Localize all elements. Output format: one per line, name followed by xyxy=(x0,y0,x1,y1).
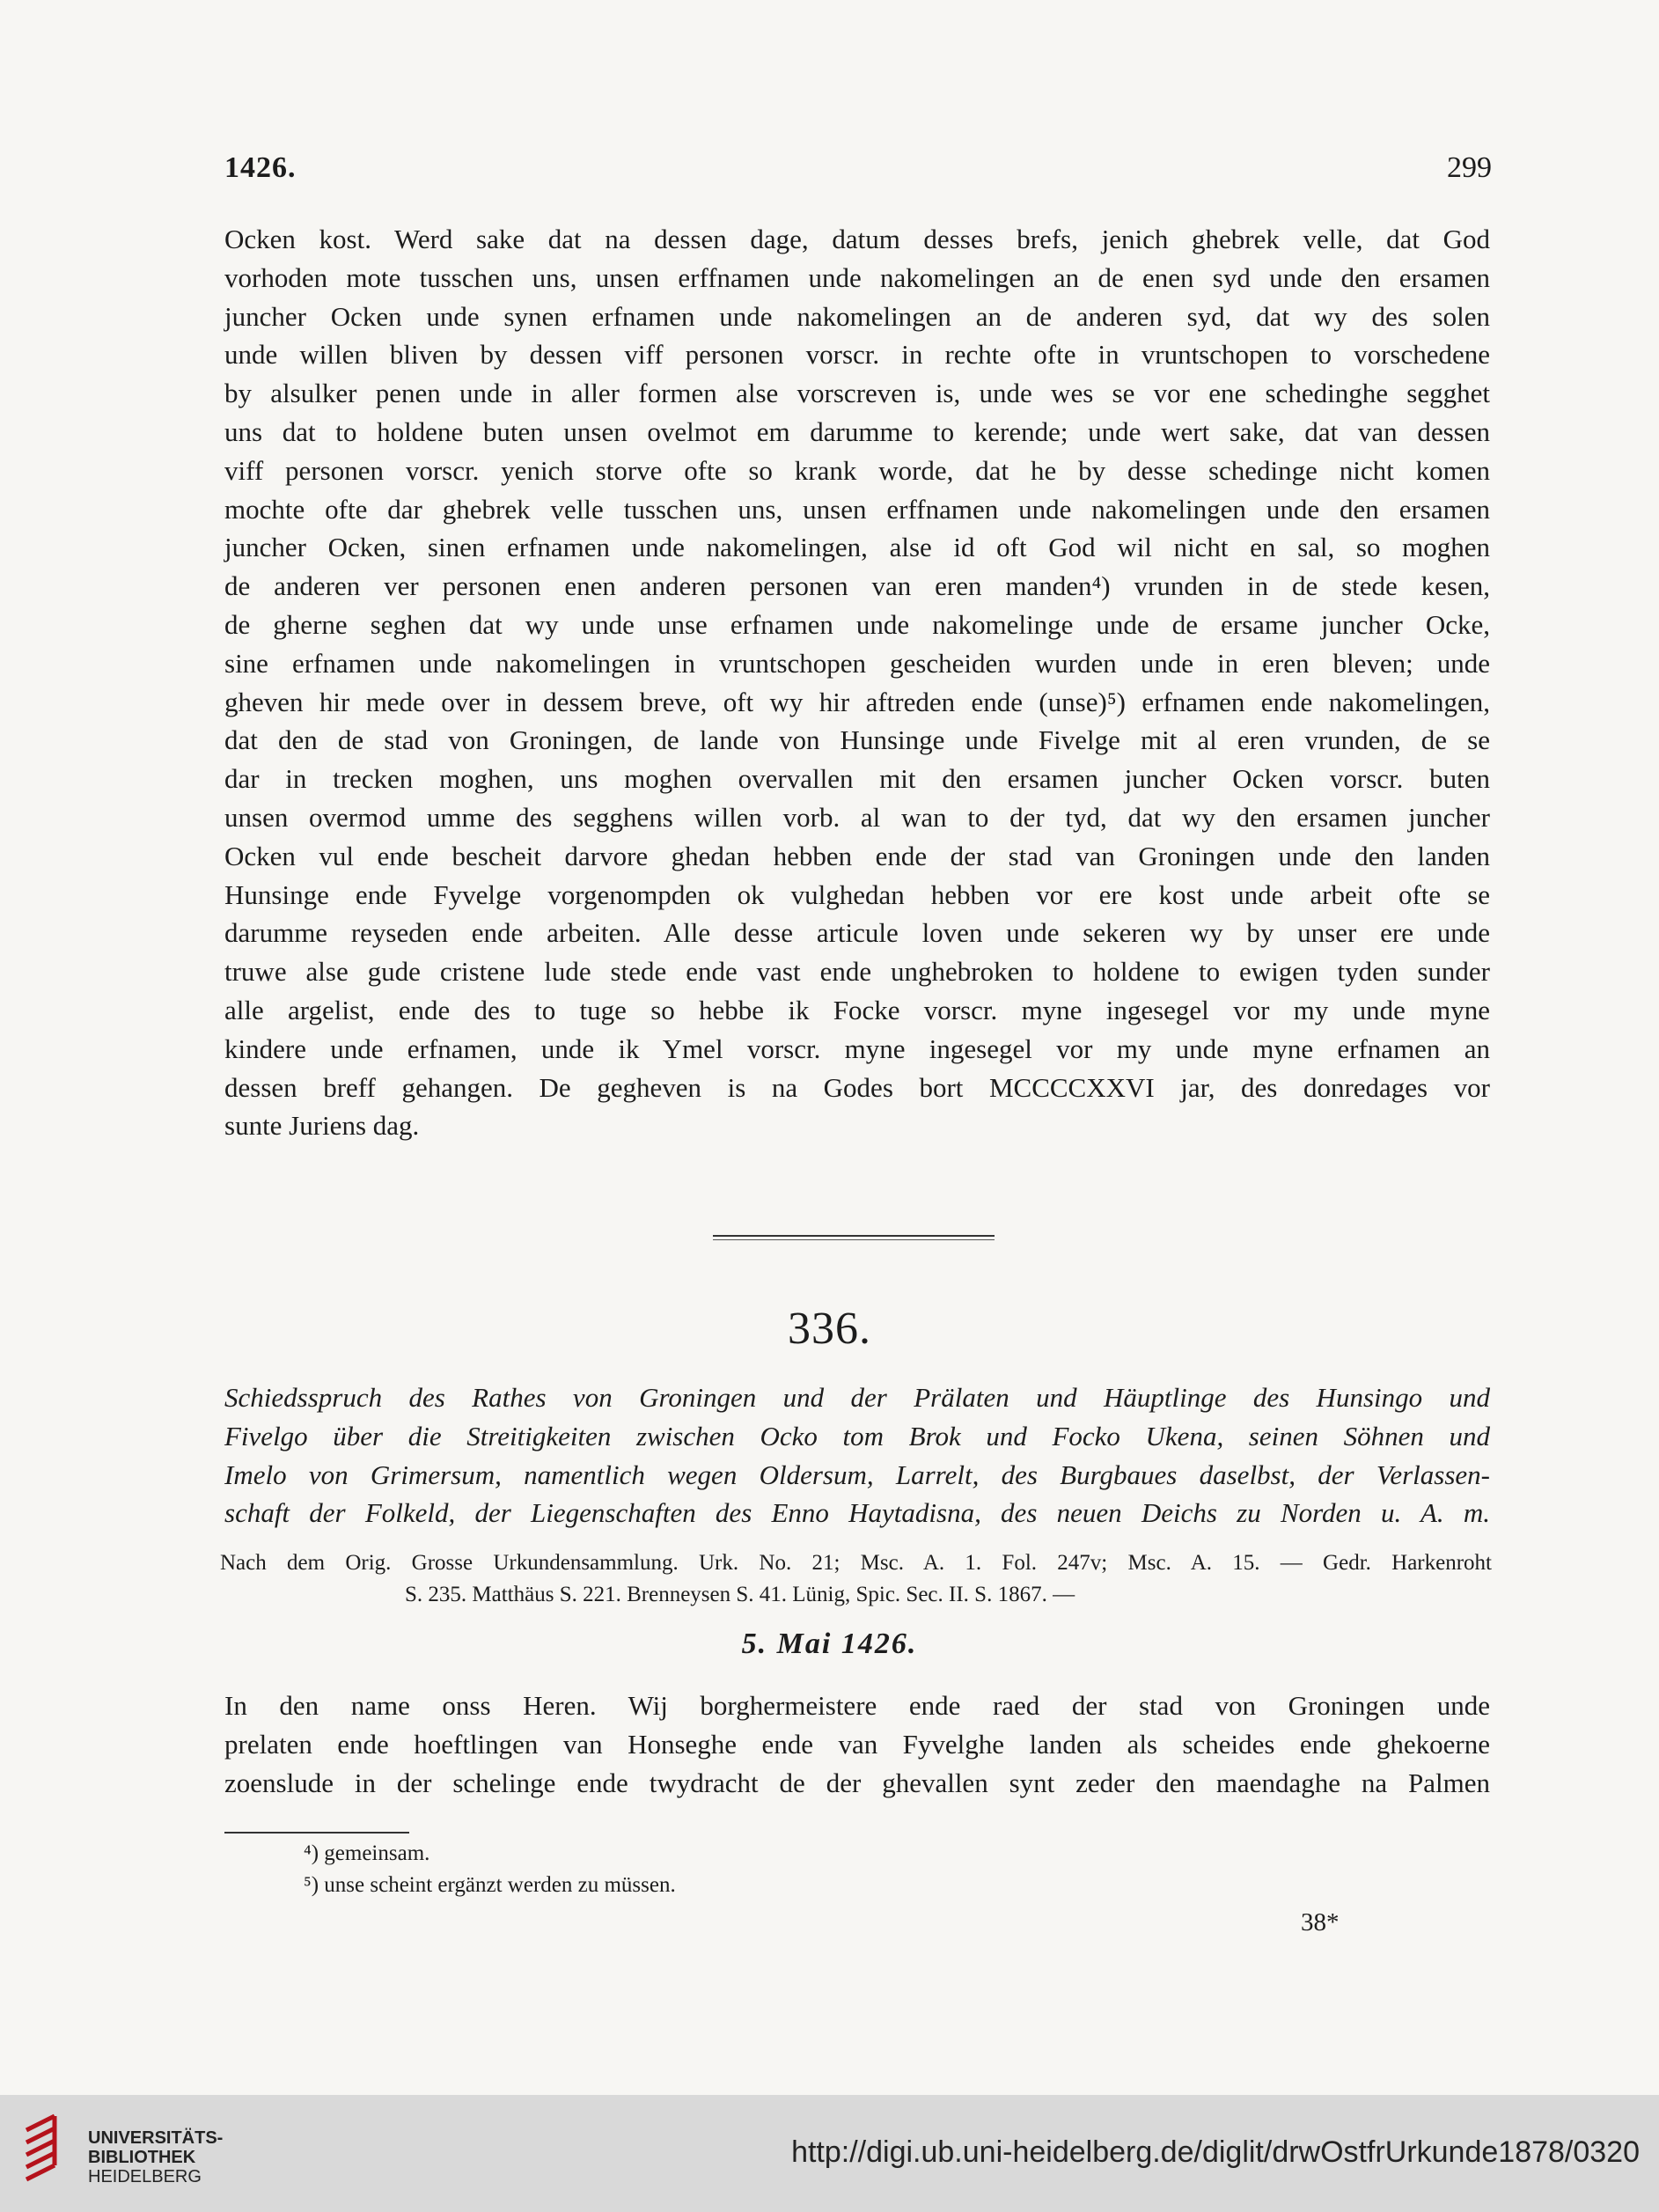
library-name-line: HEIDELBERG xyxy=(88,2167,202,2186)
text-line: truwe alse gude cristene lude stede ende vast ende unghebroken to holdene to ewigen tyden sunder xyxy=(224,956,1490,988)
library-name-line: UNIVERSITÄTS- xyxy=(88,2128,224,2148)
text-line: de anderen ver personen enen anderen personen van eren manden⁴) vrunden in de stede kesen, xyxy=(224,570,1490,602)
section-divider xyxy=(713,1235,995,1240)
text-line: viff personen vorscr. yenich storve ofte so krank worde, dat he by desse schedinge nicht komen xyxy=(224,454,1490,486)
text-line: prelaten ende hoeftlingen van Honseghe ende van Fyvelghe landen als scheides ende ghekoerne xyxy=(224,1728,1490,1760)
text-line: sunte Juriens dag. xyxy=(224,1110,420,1142)
footnote: ⁵) unse scheint ergänzt werden zu müssen. xyxy=(304,1873,676,1897)
library-logo-icon[interactable] xyxy=(19,2113,69,2192)
source-line: S. 235. Matthäus S. 221. Brenneysen S. 41. Lünig, Spic. Sec. II. S. 1867. — xyxy=(405,1583,1075,1606)
text-line: dessen breff gehangen. De gegheven is na Godes bort MCCCCXXVI jar, des donredages vor xyxy=(224,1071,1490,1103)
footnotes xyxy=(304,1838,676,1901)
document-date: 5. Mai 1426. xyxy=(741,1628,918,1660)
text-line: zoenslude in der schelinge ende twydracht de der ghevallen synt zeder den maendaghe na Palmen xyxy=(224,1767,1490,1798)
running-head-year: 1426. xyxy=(224,151,297,184)
text-line: dar in trecken moghen, uns moghen overvallen mit den ersamen juncher Ocken vorscr. buten xyxy=(224,763,1490,795)
footnote: ⁴) gemeinsam. xyxy=(304,1841,430,1865)
library-name xyxy=(88,2128,223,2186)
library-name-line: BIBLIOTHEK xyxy=(88,2148,196,2167)
text-line: gheven hir mede over in dessem breve, oft wy hir aftreden ende (unse)⁵) erfnamen ende nakomelingen, xyxy=(224,686,1490,717)
document-number: 336. xyxy=(788,1304,871,1354)
text-line: darumme reyseden ende arbeiten. Alle desse articule loven unde sekeren wy by unser ere unde xyxy=(224,917,1490,949)
text-line: sine erfnamen unde nakomelingen in vruntschopen gescheiden wurden unde in eren bleven; unde xyxy=(224,647,1490,679)
text-line: vorhoden mote tusschen uns, unsen erffnamen unde nakomelingen an de enen syd unde den ersamen xyxy=(224,261,1490,293)
text-line: juncher Ocken, sinen erfnamen unde nakomelingen, alse id oft God wil nicht en sal, so moghen xyxy=(224,532,1490,563)
text-line: Ocken kost. Werd sake dat na dessen dage, datum desses brefs, jenich ghebrek velle, dat God xyxy=(224,224,1490,254)
page-number: 299 xyxy=(1447,151,1492,184)
permalink-url[interactable]: http://digi.ub.uni-heidelberg.de/diglit/drwOstfrUrkunde1878/0320 xyxy=(791,2135,1640,2169)
paragraph-1 xyxy=(224,220,1490,1145)
text-line: Ocken vul ende bescheit darvore ghedan hebben ende der stad van Groningen unde den landen xyxy=(224,840,1490,871)
text-line: unde willen bliven by dessen viff personen vorscr. in rechte ofte in vruntschopen to vorschedene xyxy=(224,339,1490,371)
text-line: Hunsinge ende Fyvelge vorgenompden ok vulghedan hebben vor ere kost unde arbeit ofte se xyxy=(224,878,1490,910)
summary-line: schaft der Folkeld, der Liegenschaften des Enno Haytadisna, des neuen Deichs zu Norden u. A. m. xyxy=(224,1497,1490,1529)
document-summary xyxy=(224,1378,1490,1532)
text-line: In den name onss Heren. Wij borghermeistere ende raed der stad von Groningen unde xyxy=(224,1690,1490,1721)
source-line: Nach dem Orig. Grosse Urkundensammlung. Urk. No. 21; Msc. A. 1. Fol. 247v; Msc. A. 15. — Gedr. Harkenroht xyxy=(220,1551,1492,1575)
text-line: by alsulker penen unde in aller formen alse vorscreven is, unde wes se vor ene schedinghe segghet xyxy=(224,378,1490,409)
summary-line: Imelo von Grimersum, namentlich wegen Oldersum, Larrelt, des Burgbaues daselbst, der Verlassen- xyxy=(224,1459,1490,1490)
text-line: kindere unde erfnamen, unde ik Ymel vorscr. myne ingesegel vor my unde myne erfnamen an xyxy=(224,1033,1490,1064)
text-line: unsen overmod umme des segghens willen vorb. al wan to der tyd, dat wy den ersamen juncher xyxy=(224,801,1490,833)
text-line: dat den de stad von Groningen, de lande von Hunsinge unde Fivelge mit al eren vrunden, de se xyxy=(224,724,1490,756)
library-footer-bar xyxy=(0,2095,1659,2212)
text-line: uns dat to holdene buten unsen ovelmot em darumme to kerende; unde wert sake, dat van dessen xyxy=(224,415,1490,447)
source-references xyxy=(220,1547,1492,1611)
text-line: mochte ofte dar ghebrek velle tusschen uns, unsen erffnamen unde nakomelingen unde den ersamen xyxy=(224,493,1490,525)
summary-line: Schiedsspruch des Rathes von Groningen und der Prälaten und Häuptlinge des Hunsingo und xyxy=(224,1382,1490,1413)
text-line: juncher Ocken unde synen erfnamen unde nakomelingen an de anderen syd, dat wy des solen xyxy=(224,300,1490,332)
summary-line: Fivelgo über die Streitigkeiten zwischen Ocko tom Brok und Focko Ukena, seinen Söhnen und xyxy=(224,1420,1490,1451)
paragraph-2 xyxy=(224,1687,1490,1802)
footnote-rule xyxy=(224,1832,409,1834)
text-line: alle argelist, ende des to tuge so hebbe ik Focke vorscr. myne ingesegel vor my unde myne xyxy=(224,994,1490,1025)
signature-mark: 38* xyxy=(1301,1908,1340,1936)
text-line: de gherne seghen dat wy unde unse erfnamen unde nakomelinge unde de ersame juncher Ocke, xyxy=(224,608,1490,640)
